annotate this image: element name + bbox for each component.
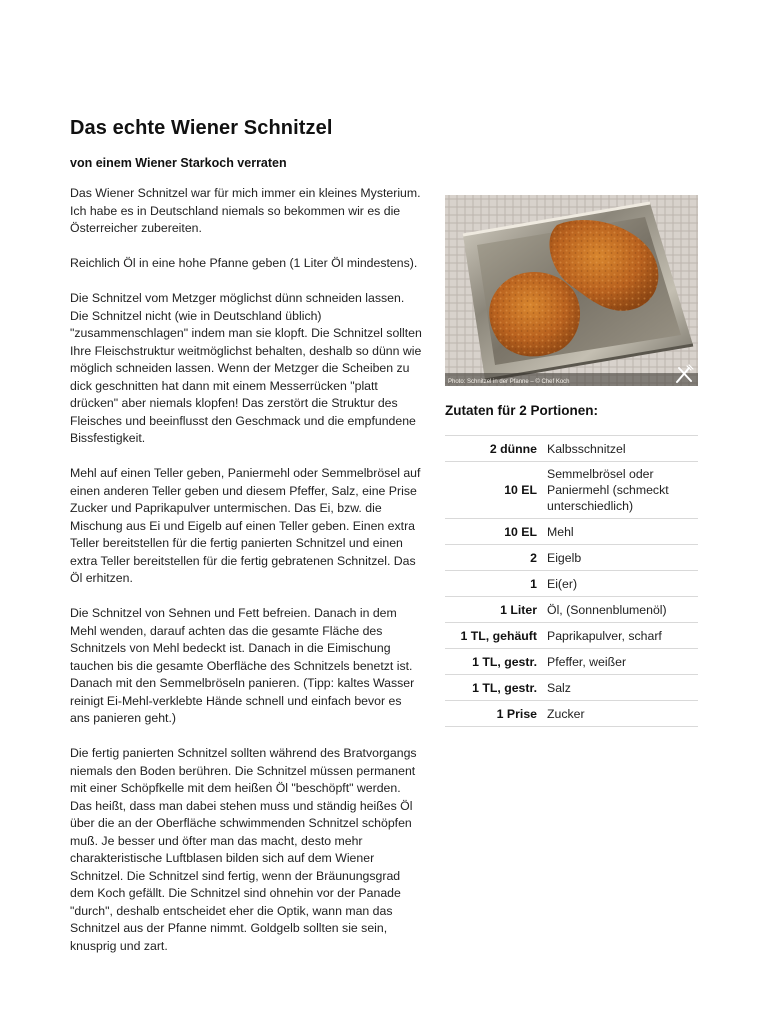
article-paragraph: Die Schnitzel vom Metzger möglichst dünn schneiden lassen. Die Schnitzel nicht (wie in Deutschland üblich) "zusammenschlagen" indem man sie klopft. Die Schnitzel sollten Ihre Fleischstruktur weitmöglichst behalten, deshalb so dünn wie möglich schneiden lassen. Wenn der Metzger die Scheiben zu dick geschnitten hat dann mit einem Messerrücken "platt drücken" aber niemals klopfen! Das zerstört die Struktur des Fleisches und beeinflusst den Geschmack und die empfundene Bissfestigkeit. xyxy=(70,291,422,445)
page-subtitle: von einem Wiener Starkoch verraten xyxy=(70,156,287,170)
article-paragraph: Reichlich Öl in eine hohe Pfanne geben (1 Liter Öl mindestens). xyxy=(70,256,418,270)
page-title: Das echte Wiener Schnitzel xyxy=(70,117,333,139)
article-paragraph: Die fertig panierten Schnitzel sollten während des Bratvorgangs niemals den Boden berühren. Die Schnitzel müssen permanent mit einer Schöpfkelle mit dem heißen Öl "beschöpft" werden. Das heißt, dass man dabei stehen muss und ständig heißes Öl über die an der Oberfläche schwimmenden Schnitzel schöpfen muß. Je besser und öfter man das macht, desto mehr charakteristische Luftblasen bilden sich auf dem Wiener Schnitzel. Die Schnitzel sind fertig, wenn der Bräunungsgrad dem Koch gefällt. Die Schnitzel sind ohnehin vor der Panade "durch", deshalb entscheidet eher die Optik, wann man das Schnitzel aus der Pfanne nimmt. Goldgelb sollten sie sein, knusprig und zart. xyxy=(70,746,417,953)
ingredient-amount: 2 dünne xyxy=(445,436,547,462)
ingredient-row xyxy=(445,623,698,649)
article-paragraph: Die Schnitzel von Sehnen und Fett befreien. Danach in dem Mehl wenden, darauf achten das die gesamte Fläche des Schnitzels von Mehl bedeckt ist. Danach in die Eimischung tauchen bis die gesamte Oberfläche des Schnitzels benetzt ist. Danach mit den Semmelbröseln panieren. (Tipp: kaltes Wasser reinigt Ei-Mehl-verklebte Hände schnell und einfach bevor es ans panieren geht.) xyxy=(70,606,415,725)
ingredient-name: Paprikapulver, scharf xyxy=(547,623,698,649)
ingredient-row xyxy=(445,649,698,675)
schnitzel-photo-illustration xyxy=(445,195,698,386)
ingredient-name: Mehl xyxy=(547,519,698,545)
ingredient-name: Ei(er) xyxy=(547,571,698,597)
ingredient-name: Öl, (Sonnenblumenöl) xyxy=(547,597,698,623)
ingredient-row xyxy=(445,701,698,727)
schnitzel-photo[interactable] xyxy=(445,195,698,386)
ingredients-heading: Zutaten für 2 Portionen: xyxy=(445,403,598,418)
ingredient-amount: 1 TL, gestr. xyxy=(445,649,547,675)
ingredient-row xyxy=(445,597,698,623)
ingredient-row xyxy=(445,436,698,462)
ingredient-amount: 1 TL, gehäuft xyxy=(445,623,547,649)
ingredient-amount: 1 Liter xyxy=(445,597,547,623)
ingredient-name: Kalbsschnitzel xyxy=(547,436,698,462)
ingredient-amount: 10 EL xyxy=(445,462,547,519)
ingredient-amount: 10 EL xyxy=(445,519,547,545)
ingredient-name: Zucker xyxy=(547,701,698,727)
ingredient-row xyxy=(445,571,698,597)
ingredient-amount: 1 TL, gestr. xyxy=(445,675,547,701)
fork-knife-icon xyxy=(674,364,694,384)
article-paragraph: Mehl auf einen Teller geben, Paniermehl oder Semmelbrösel auf einen anderen Teller geben und diesem Pfeffer, Salz, eine Prise Zucker und Paprikapulver untermischen. Das Ei, bzw. die Mischung aus Ei und Eigelb auf einen Teller geben. Einen extra Teller bereitstellen für die fertig panierten Schnitzel und einen extra Teller bereitstellen für die fertig gebratenen Schnitzel. Das Öl erhitzen. xyxy=(70,466,421,585)
ingredient-amount: 2 xyxy=(445,545,547,571)
ingredient-name: Eigelb xyxy=(547,545,698,571)
ingredient-row xyxy=(445,519,698,545)
ingredients-table xyxy=(445,435,698,727)
ingredient-row xyxy=(445,462,698,519)
ingredient-name: Semmelbrösel oder Paniermehl (schmeckt unterschiedlich) xyxy=(547,462,698,519)
ingredient-name: Salz xyxy=(547,675,698,701)
photo-caption: Photo: Schnitzel in der Pfanne – © Chef Koch xyxy=(448,379,570,385)
ingredient-row xyxy=(445,545,698,571)
article-body xyxy=(70,185,422,973)
ingredient-row xyxy=(445,675,698,701)
article-paragraph: Das Wiener Schnitzel war für mich immer ein kleines Mysterium. Ich habe es in Deutschland niemals so bekommen wir es die Österreicher zubereiten. xyxy=(70,186,421,235)
ingredient-amount: 1 Prise xyxy=(445,701,547,727)
ingredient-name: Pfeffer, weißer xyxy=(547,649,698,675)
ingredient-amount: 1 xyxy=(445,571,547,597)
